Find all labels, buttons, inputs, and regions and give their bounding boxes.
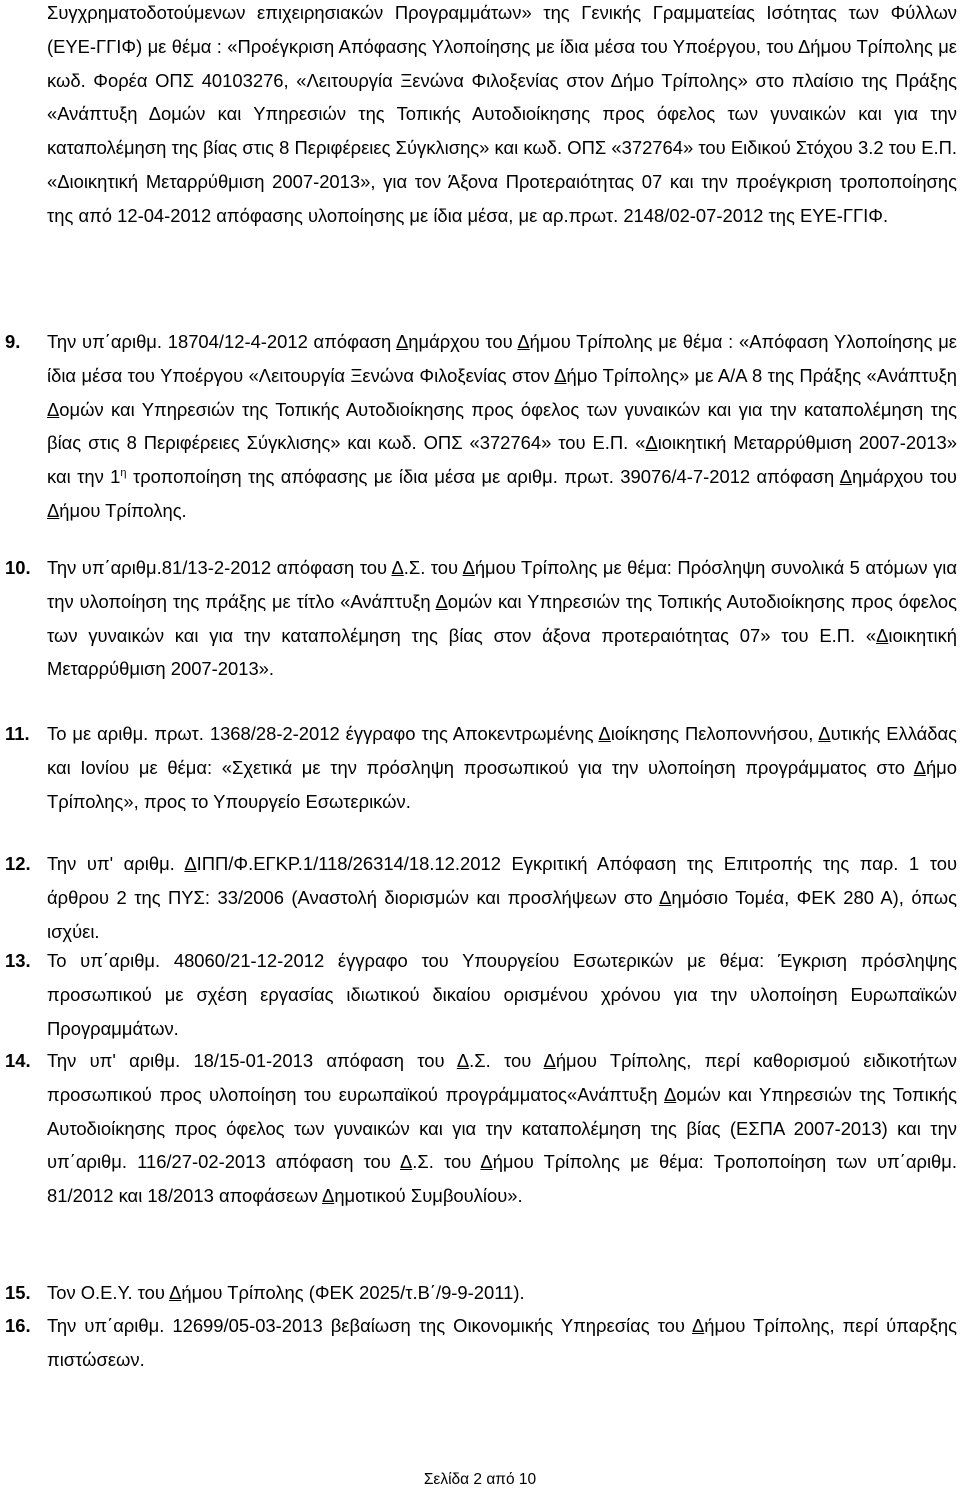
item-number: 13. <box>5 950 31 971</box>
item-text: Την υπ΄αριθμ. 12699/05-03-2013 βεβαίωση της Οικονομικής Υπηρεσίας του Δήμου Τρίπολης, περί ύπαρξης πιστώσεων. <box>47 1315 957 1370</box>
item-text: Τον Ο.Ε.Υ. του Δήμου Τρίπολης (ΦΕΚ 2025/τ.Β΄/9-9-2011). <box>47 1282 525 1303</box>
item-text: Την υπ' αριθμ. ΔΙΠΠ/Φ.ΕΓΚΡ.1/118/26314/18.12.2012 Εγκριτική Απόφαση της Επιτροπής της παρ. 1 του άρθρου 2 της ΠΥΣ: 33/2006 (Αναστολή διορισμών και προσλήψεων στο Δημόσιο Τομέα, ΦΕΚ 280 Α), όπως ισχύει. <box>47 853 957 942</box>
list-item-12 <box>0 847 960 948</box>
item-text: Το με αριθμ. πρωτ. 1368/28-2-2012 έγγραφο της Αποκεντρωμένης Διοίκησης Πελοποννήσου, Δυτικής Ελλάδας και Ιονίου με θέμα: «Σχετικά με την πρόσληψη προσωπικού για την υλοποίηση προγράμματος στο Δήμο Τρίπολης», προς το Υπουργείο Εσωτερικών. <box>47 723 957 812</box>
lead-text: Συγχρηματοδοτούμενων επιχειρησιακών Προγραμμάτων» της Γενικής Γραμματείας Ισότητας των Φύλλων (ΕΥΕ-ΓΓΙΦ) με θέμα : «Προέγκριση Απόφασης Υλοποίησης με ίδια μέσα του Υποέργου, του Δήμου Τρίπολης με κωδ. Φορέα ΟΠΣ 40103276, «Λειτουργία Ξενώνα Φιλοξενίας στον Δήμο Τρίπολης» στο πλαίσιο της Πράξης «Ανάπτυξη Δομών και Υπηρεσιών της Τοπικής Αυτοδιοίκησης προς όφελος των γυναικών και για την καταπολέμηση της βίας στις 8 Περιφέρειες Σύγκλισης» και κωδ. ΟΠΣ «372764» του Ειδικού Στόχου 3.2 του Ε.Π. «Διοικητική Μεταρρύθμιση 2007-2013», για τον Άξονα Προτεραιότητας 07 και την προέγκριση τροποποίησης της από 12-04-2012 απόφασης υλοποίησης με ίδια μέσα, με αρ.πρωτ. 2148/02-07-2012 της ΕΥΕ-ΓΓΙΦ. <box>47 2 957 226</box>
item-number: 16. <box>5 1315 31 1336</box>
item-number: 12. <box>5 853 31 874</box>
item-number: 9. <box>5 331 21 352</box>
item-text: Το υπ΄αριθμ. 48060/21-12-2012 έγγραφο του Υπουργείου Εσωτερικών με θέμα: Έγκριση πρόσληψης προσωπικού με σχέση εργασίας ιδιωτικού δικαίου ορισμένου χρόνου για την υλοποίηση Ευρωπαϊκών Προγραμμάτων. <box>47 950 957 1039</box>
item-text: Την υπ' αριθμ. 18/15-01-2013 απόφαση του Δ.Σ. του Δήμου Τρίπολης, περί καθορισμού ειδικοτήτων προσωπικού προς υλοποίηση του ευρωπαϊκού προγράμματος«Ανάπτυξη Δομών και Υπηρεσιών της Τοπικής Αυτοδιοίκησης προς όφελος των γυναικών και για την καταπολέμηση της βίας (ΕΣΠΑ 2007-2013) και την υπ΄αριθμ. 116/27-02-2013 απόφαση του Δ.Σ. του Δήμου Τρίπολης με θέμα: Τροποποίηση των υπ΄αριθμ. 81/2012 και 18/2013 αποφάσεων Δημοτικού Συμβουλίου». <box>47 1050 957 1207</box>
item-number: 14. <box>5 1050 31 1071</box>
lead-paragraph <box>47 0 957 233</box>
list-item-14 <box>0 1044 960 1213</box>
item-number: 15. <box>5 1282 31 1303</box>
page-footer: Σελίδα 2 από 10 <box>423 1471 537 1488</box>
item-text: Την υπ΄αριθμ. 18704/12-4-2012 απόφαση Δημάρχου του Δήμου Τρίπολης με θέμα : «Απόφαση Υλοποίησης με ίδια μέσα του Υποέργου «Λειτουργία Ξενώνα Φιλοξενίας στον Δήμο Τρίπολης» με Α/Α 8 της Πράξης «Ανάπτυξη Δομών και Υπηρεσιών της Τοπικής Αυτοδιοίκησης προς όφελος των γυναικών και για την καταπολέμηση της βίας στις 8 Περιφέρειες Σύγκλισης» και κωδ. ΟΠΣ «372764» του Ε.Π. «Διοικητική Μεταρρύθμιση 2007-2013» και την $1^\eta$ τροποποίηση της απόφασης με ίδια μέσα με αριθμ. πρωτ. 39076/4-7-2012 απόφαση Δημάρχου του Δήμου Τρίπολης. <box>47 331 958 521</box>
list-item-9 <box>0 325 960 528</box>
list-item-16 <box>0 1309 960 1377</box>
item-text: Την υπ΄αριθμ.81/13-2-2012 απόφαση του Δ.Σ. του Δήμου Τρίπολης με θέμα: Πρόσληψη συνολικά 5 ατόμων για την υλοποίηση της πράξης με τίτλο «Ανάπτυξη Δομών και Υπηρεσιών της Τοπικής Αυτοδιοίκησης προς όφελος των γυναικών και για την καταπολέμηση της βίας στον άξονα προτεραιότητας 07» του Ε.Π. «Διοικητική Μεταρρύθμιση 2007-2013». <box>47 557 957 680</box>
item-number: 10. <box>5 557 31 578</box>
list-item-10 <box>0 551 960 686</box>
list-item-15 <box>0 1276 960 1310</box>
list-item-11 <box>0 717 960 818</box>
list-item-13 <box>0 944 960 1045</box>
item-number: 11. <box>5 723 30 744</box>
